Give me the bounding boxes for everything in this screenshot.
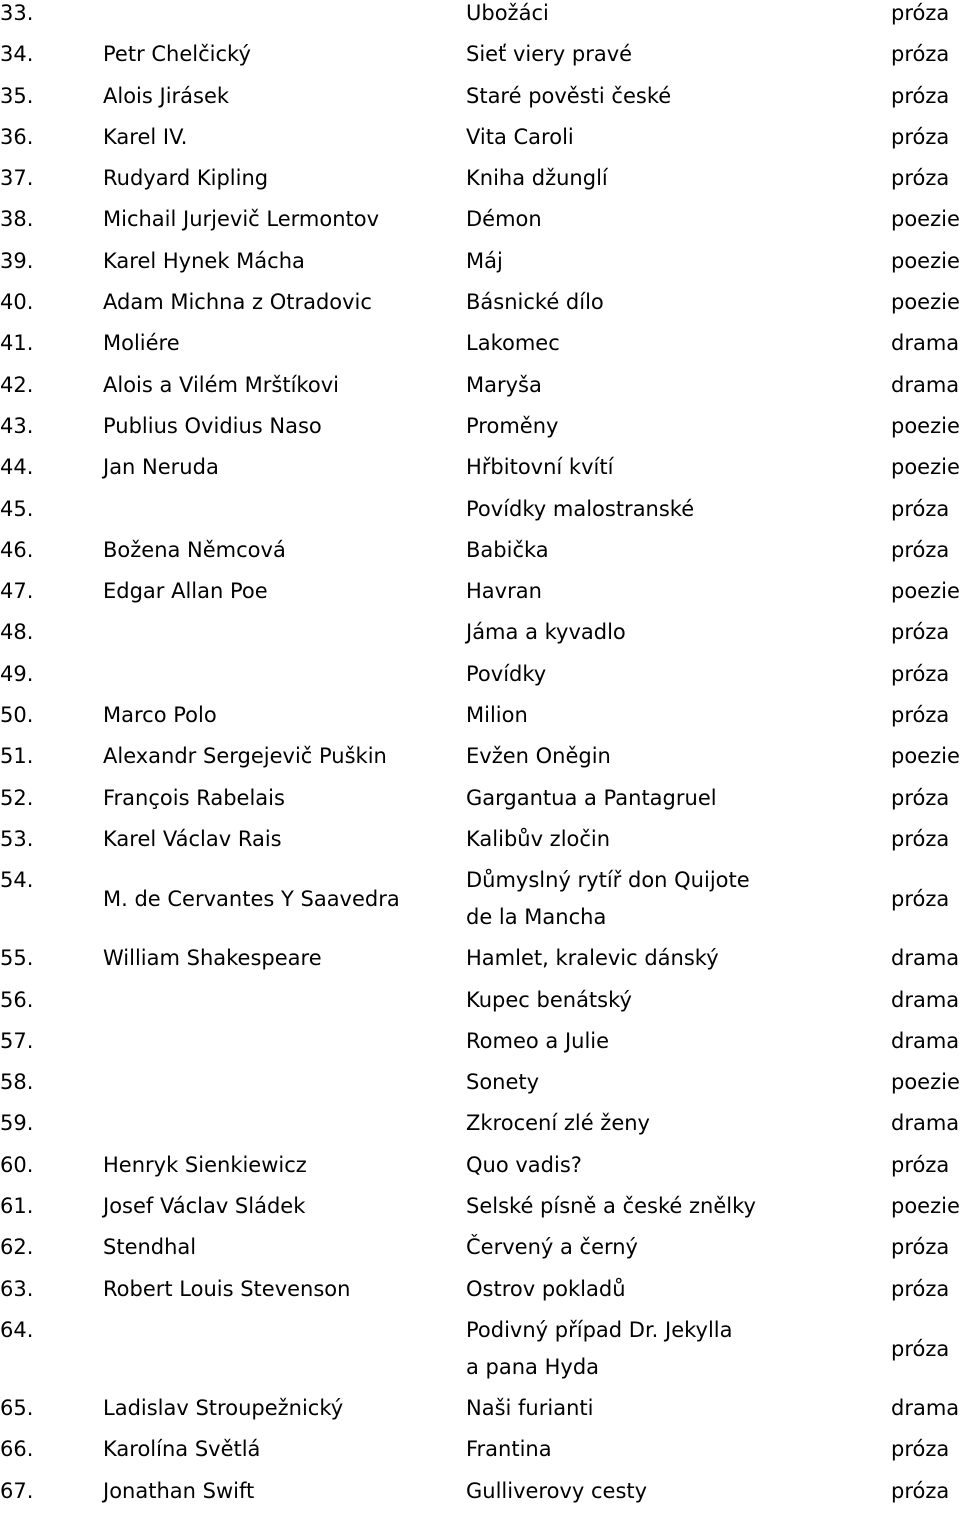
item-author: Karel Václav Rais	[103, 826, 282, 851]
item-number: 51.	[0, 744, 34, 769]
item-genre: próza	[891, 1152, 950, 1177]
item-number: 33.	[0, 1, 34, 25]
item-title: Vita Caroli	[466, 124, 574, 149]
list-item	[0, 83, 960, 124]
item-number: 44.	[0, 455, 34, 480]
list-item	[0, 124, 960, 165]
item-author: Karolína Světlá	[103, 1437, 261, 1462]
item-title: Zkrocení zlé ženy	[466, 1111, 650, 1136]
item-genre: drama	[891, 1395, 960, 1420]
item-title: Ostrov pokladů	[466, 1276, 626, 1301]
item-author: Karel IV.	[103, 124, 188, 149]
item-genre: próza	[891, 496, 950, 521]
item-title: Babička	[466, 537, 549, 562]
list-item	[0, 330, 960, 371]
item-author: Jonathan Swift	[103, 1478, 255, 1503]
item-title: Evžen Oněgin	[466, 744, 611, 769]
item-author: M. de Cervantes Y Saavedra	[103, 887, 400, 912]
item-author: Moliére	[103, 331, 180, 356]
list-item	[0, 1478, 960, 1519]
item-genre: próza	[891, 537, 950, 562]
item-genre: poezie	[891, 1194, 960, 1219]
item-author: Publius Ovidius Naso	[103, 413, 322, 438]
item-genre: drama	[891, 946, 960, 971]
item-genre: drama	[891, 331, 960, 356]
item-title: Démon	[466, 207, 542, 232]
item-author: Marco Polo	[103, 703, 217, 728]
item-title: Sonety	[466, 1070, 540, 1095]
item-title: Quo vadis?	[466, 1152, 582, 1177]
item-author: Michail Jurjevič Lermontov	[103, 207, 380, 232]
list-item	[0, 1110, 960, 1151]
list-item	[0, 1193, 960, 1234]
item-number: 57.	[0, 1028, 34, 1053]
list-item	[0, 0, 960, 41]
list-item	[0, 1028, 960, 1069]
item-genre: próza	[891, 661, 950, 686]
item-genre: próza	[891, 1, 950, 25]
item-genre: próza	[891, 124, 950, 149]
item-number: 52.	[0, 785, 34, 810]
item-genre: próza	[891, 620, 950, 645]
item-number: 43.	[0, 413, 34, 438]
list-item	[0, 1317, 960, 1395]
item-number: 58.	[0, 1070, 34, 1095]
list-item	[0, 987, 960, 1028]
item-title: Gulliverovy cesty	[466, 1478, 648, 1503]
list-item	[0, 206, 960, 247]
item-title: Ubožáci	[466, 1, 549, 25]
item-title: Naši furianti	[466, 1395, 594, 1420]
item-title: Lakomec	[466, 331, 560, 356]
item-author: Alois Jirásek	[103, 83, 230, 108]
item-title-line: a pana Hyda	[466, 1354, 600, 1379]
item-genre: próza	[891, 166, 950, 191]
item-genre: próza	[891, 703, 950, 728]
item-genre: drama	[891, 1111, 960, 1136]
item-number: 59.	[0, 1111, 34, 1136]
item-author: William Shakespeare	[103, 946, 322, 971]
item-author: Božena Němcová	[103, 537, 286, 562]
list-item	[0, 372, 960, 413]
item-genre: próza	[891, 887, 950, 912]
item-genre: drama	[891, 987, 960, 1012]
list-item	[0, 496, 960, 537]
item-author: Alexandr Sergejevič Puškin	[103, 744, 387, 769]
item-title: Povídky	[466, 661, 547, 686]
item-title: Máj	[466, 248, 503, 273]
item-author: Petr Chelčický	[103, 42, 251, 67]
item-number: 35.	[0, 83, 34, 108]
item-genre: drama	[891, 372, 960, 397]
item-genre: próza	[891, 1235, 950, 1260]
item-genre: poezie	[891, 455, 960, 480]
item-author: Ladislav Stroupežnický	[103, 1395, 344, 1420]
item-genre: próza	[891, 1437, 950, 1462]
item-number: 37.	[0, 166, 34, 191]
item-title: Kupec benátský	[466, 987, 632, 1012]
item-number: 65.	[0, 1395, 34, 1420]
item-author: Jan Neruda	[103, 455, 219, 480]
item-title: Kniha džunglí	[466, 166, 608, 191]
item-title: Frantina	[466, 1437, 552, 1462]
list-item	[0, 578, 960, 619]
item-genre: poezie	[891, 248, 960, 273]
list-item	[0, 289, 960, 330]
item-author: Alois a Vilém Mrštíkovi	[103, 372, 339, 397]
list-item	[0, 454, 960, 495]
item-genre: poezie	[891, 413, 960, 438]
item-number: 49.	[0, 661, 34, 686]
list-item	[0, 743, 960, 784]
list-item	[0, 413, 960, 454]
list-item	[0, 248, 960, 289]
item-number: 46.	[0, 537, 34, 562]
item-title: Romeo a Julie	[466, 1028, 610, 1053]
item-title: Červený a černý	[466, 1235, 638, 1260]
item-number: 50.	[0, 703, 34, 728]
item-title: Hřbitovní kvítí	[466, 455, 614, 480]
item-number: 63.	[0, 1276, 34, 1301]
item-title: Povídky malostranské	[466, 496, 695, 521]
item-title: Básnické dílo	[466, 290, 604, 315]
item-number: 56.	[0, 987, 34, 1012]
item-number: 64.	[0, 1317, 34, 1342]
item-genre: poezie	[891, 290, 960, 315]
item-genre: poezie	[891, 744, 960, 769]
item-title: Hamlet, kralevic dánský	[466, 946, 719, 971]
item-number: 55.	[0, 946, 34, 971]
item-genre: próza	[891, 1276, 950, 1301]
list-item	[0, 945, 960, 986]
list-item	[0, 41, 960, 82]
item-author: Josef Václav Sládek	[103, 1194, 306, 1219]
item-genre: próza	[891, 42, 950, 67]
list-item	[0, 826, 960, 867]
item-genre: próza	[891, 785, 950, 810]
item-number: 40.	[0, 290, 34, 315]
item-title: Milion	[466, 703, 528, 728]
list-item	[0, 785, 960, 826]
item-title: Gargantua a Pantagruel	[466, 785, 717, 810]
item-genre: poezie	[891, 579, 960, 604]
item-number: 54.	[0, 868, 34, 893]
item-title: Selské písně a české znělky	[466, 1194, 756, 1219]
item-number: 36.	[0, 124, 34, 149]
item-author: Edgar Allan Poe	[103, 579, 268, 604]
item-title	[466, 867, 750, 942]
item-title: Kalibův zločin	[466, 826, 611, 851]
list-item	[0, 702, 960, 743]
item-number: 38.	[0, 207, 34, 232]
item-number: 53.	[0, 826, 34, 851]
item-author: François Rabelais	[103, 785, 285, 810]
item-author: Adam Michna z Otradovic	[103, 290, 372, 315]
item-number: 67.	[0, 1478, 34, 1503]
list-item	[0, 1395, 960, 1436]
item-number: 45.	[0, 496, 34, 521]
list-item	[0, 537, 960, 578]
item-genre: próza	[891, 826, 950, 851]
item-title: Maryša	[466, 372, 542, 397]
item-title: Staré pověsti české	[466, 83, 672, 108]
list-item	[0, 1234, 960, 1275]
item-author: Karel Hynek Mácha	[103, 248, 305, 273]
item-title: Sieť viery pravé	[466, 42, 633, 67]
item-author: Stendhal	[103, 1235, 197, 1260]
list-item	[0, 619, 960, 660]
item-number: 62.	[0, 1235, 34, 1260]
item-genre: poezie	[891, 1070, 960, 1095]
item-number: 39.	[0, 248, 34, 273]
item-genre: próza	[891, 1478, 950, 1503]
list-item	[0, 1069, 960, 1110]
item-genre: poezie	[891, 207, 960, 232]
item-number: 66.	[0, 1437, 34, 1462]
item-title: Havran	[466, 579, 542, 604]
list-item	[0, 1436, 960, 1477]
item-number: 47.	[0, 579, 34, 604]
item-number: 34.	[0, 42, 34, 67]
item-title-line: de la Mancha	[466, 905, 607, 930]
list-item	[0, 867, 960, 945]
list-item	[0, 661, 960, 702]
list-item	[0, 1152, 960, 1193]
item-author: Robert Louis Stevenson	[103, 1276, 351, 1301]
item-number: 61.	[0, 1194, 34, 1219]
item-number: 42.	[0, 372, 34, 397]
list-item	[0, 165, 960, 206]
item-number: 60.	[0, 1152, 34, 1177]
item-genre: próza	[891, 1336, 950, 1361]
item-title-line: Podivný případ Dr. Jekylla	[466, 1317, 733, 1342]
list-item	[0, 1276, 960, 1317]
item-number: 41.	[0, 331, 34, 356]
item-genre: drama	[891, 1028, 960, 1053]
item-title	[466, 1317, 733, 1392]
item-genre: próza	[891, 83, 950, 108]
item-title: Jáma a kyvadlo	[466, 620, 626, 645]
item-author: Rudyard Kipling	[103, 166, 269, 191]
item-title: Proměny	[466, 413, 559, 438]
item-number: 48.	[0, 620, 34, 645]
item-author: Henryk Sienkiewicz	[103, 1152, 307, 1177]
item-title-line: Důmyslný rytíř don Quijote	[466, 868, 750, 893]
